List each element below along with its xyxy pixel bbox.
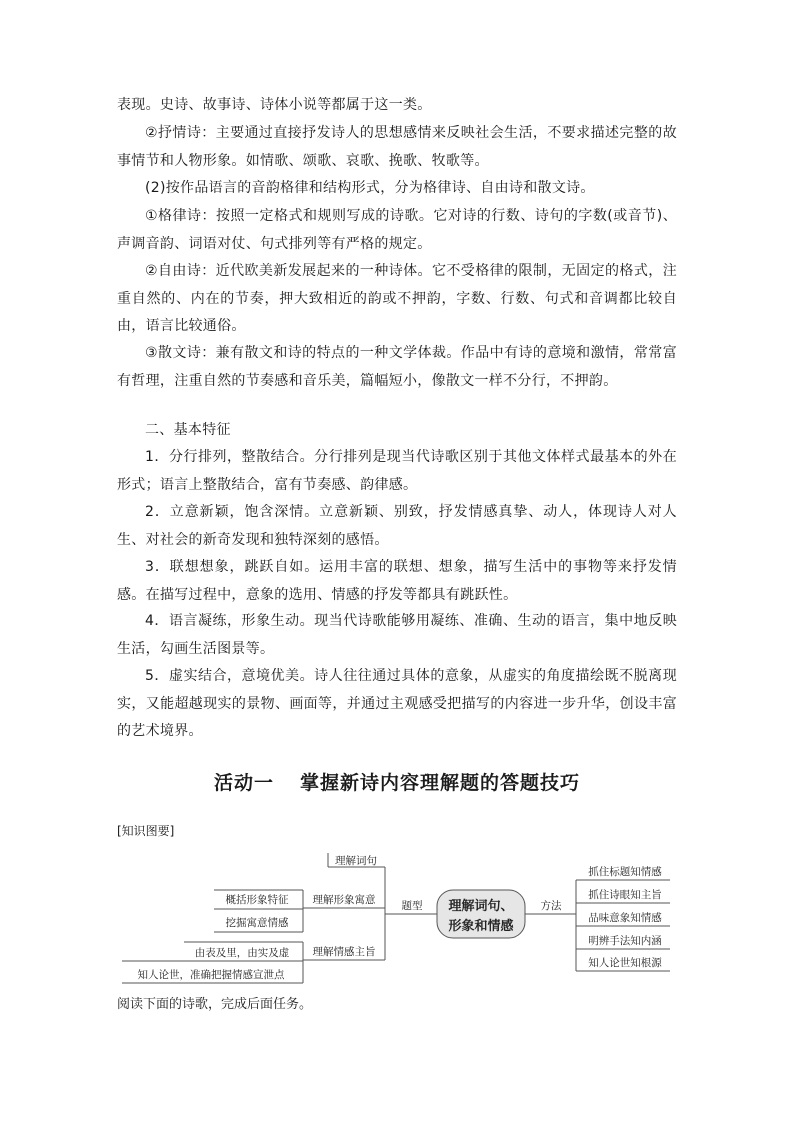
mindmap-left-item-words: 理解词句 bbox=[335, 855, 377, 867]
feature-item-1: 1．分行排列，整散结合。分行排列是现当代诗歌区别于其他文体样式最基本的外在形式；语言上整散结合，富有节奏感、韵律感。 bbox=[117, 449, 677, 493]
feature-item-3: 3．联想想象，跳跃自如。运用丰富的联想、想象，描写生活中的事物等来抒发情感。在描写过程中，意象的选用、情感的抒发等都具有跳跃性。 bbox=[117, 559, 677, 603]
activity-heading-title: 掌握新诗内容理解题的答题技巧 bbox=[300, 772, 581, 794]
paragraph-lyric-poetry: ②抒情诗：主要通过直接抒发诗人的思想感情来反映社会生活，不要求描述完整的故事情节和人物形象。如情歌、颂歌、哀歌、挽歌、牧歌等。 bbox=[117, 125, 677, 169]
mindmap-left-item-image: 理解形象寓意 bbox=[312, 894, 376, 906]
mindmap-emotion-subitem-1: 由表及里，由实及虚 bbox=[194, 947, 290, 959]
mindmap-right-branch-label: 方法 bbox=[540, 900, 562, 912]
paragraph-prose-poetry: ③散文诗：兼有散文和诗的特点的一种文学体裁。作品中有诗的意境和激情，常常富有哲理，注重自然的节奏感和音乐美，篇幅短小，像散文一样不分行，不押韵。 bbox=[117, 345, 677, 389]
paragraph-narrative-end: 表现。史诗、故事诗、诗体小说等都属于这一类。 bbox=[117, 97, 432, 113]
activity-heading-number: 活动一 bbox=[213, 772, 274, 794]
mindmap-left-item-emotion: 理解情感主旨 bbox=[312, 946, 376, 958]
mindmap-image-subitem-1: 概括形象特征 bbox=[225, 894, 289, 906]
knowledge-map-tag: [知识图要] bbox=[117, 824, 175, 838]
mindmap-right-item-5: 知人论世知根源 bbox=[588, 957, 662, 969]
mindmap-right-item-1: 抓住标题知情感 bbox=[588, 866, 662, 878]
mindmap-center-label-line1: 理解词句、 bbox=[448, 899, 514, 914]
mindmap-image-subitem-2: 挖掘寓意情感 bbox=[225, 917, 289, 929]
paragraph-metrical-poetry: ①格律诗：按照一定格式和规则写成的诗歌。它对诗的行数、诗句的字数(或音节)、声调音韵、词语对仗、句式排列等有严格的规定。 bbox=[117, 208, 677, 252]
section-heading-basic-features: 二、基本特征 bbox=[145, 422, 231, 438]
mindmap-right-item-2: 抓住诗眼知主旨 bbox=[588, 889, 662, 901]
feature-item-5: 5．虚实结合，意境优美。诗人往往通过具体的意象，从虚实的角度描绘既不脱离现实，又能超越现实的景物、画面等，并通过主观感受把描写的内容进一步升华，创设丰富的艺术境界。 bbox=[117, 668, 677, 739]
paragraph-classification-2: (2)按作品语言的音韵格律和结构形式，分为格律诗、自由诗和散文诗。 bbox=[145, 180, 595, 196]
mindmap-right-item-4: 明辨手法知内涵 bbox=[588, 935, 662, 947]
mindmap-right-item-3: 品味意象知情感 bbox=[588, 912, 662, 924]
mindmap-center-label-line2: 形象和情感 bbox=[448, 919, 514, 934]
mindmap-left-branch-label: 题型 bbox=[401, 900, 423, 912]
reading-instruction: 阅读下面的诗歌，完成后面任务。 bbox=[117, 997, 313, 1012]
feature-item-2: 2．立意新颖，饱含深情。立意新颖、别致，抒发情感真挚、动人，体现诗人对人生、对社会的新奇发现和独特深刻的感悟。 bbox=[117, 504, 677, 548]
paragraph-free-verse: ②自由诗：近代欧美新发展起来的一种诗体。它不受格律的限制，无固定的格式，注重自然的、内在的节奏，押大致相近的韵或不押韵，字数、行数、句式和音调都比较自由，语言比较通俗。 bbox=[117, 263, 677, 334]
mindmap-emotion-subitem-2: 知人论世，准确把握情感宣泄点 bbox=[137, 969, 285, 981]
feature-item-4: 4．语言凝练，形象生动。现当代诗歌能够用凝练、准确、生动的语言，集中地反映生活，勾画生活图景等。 bbox=[117, 613, 677, 657]
